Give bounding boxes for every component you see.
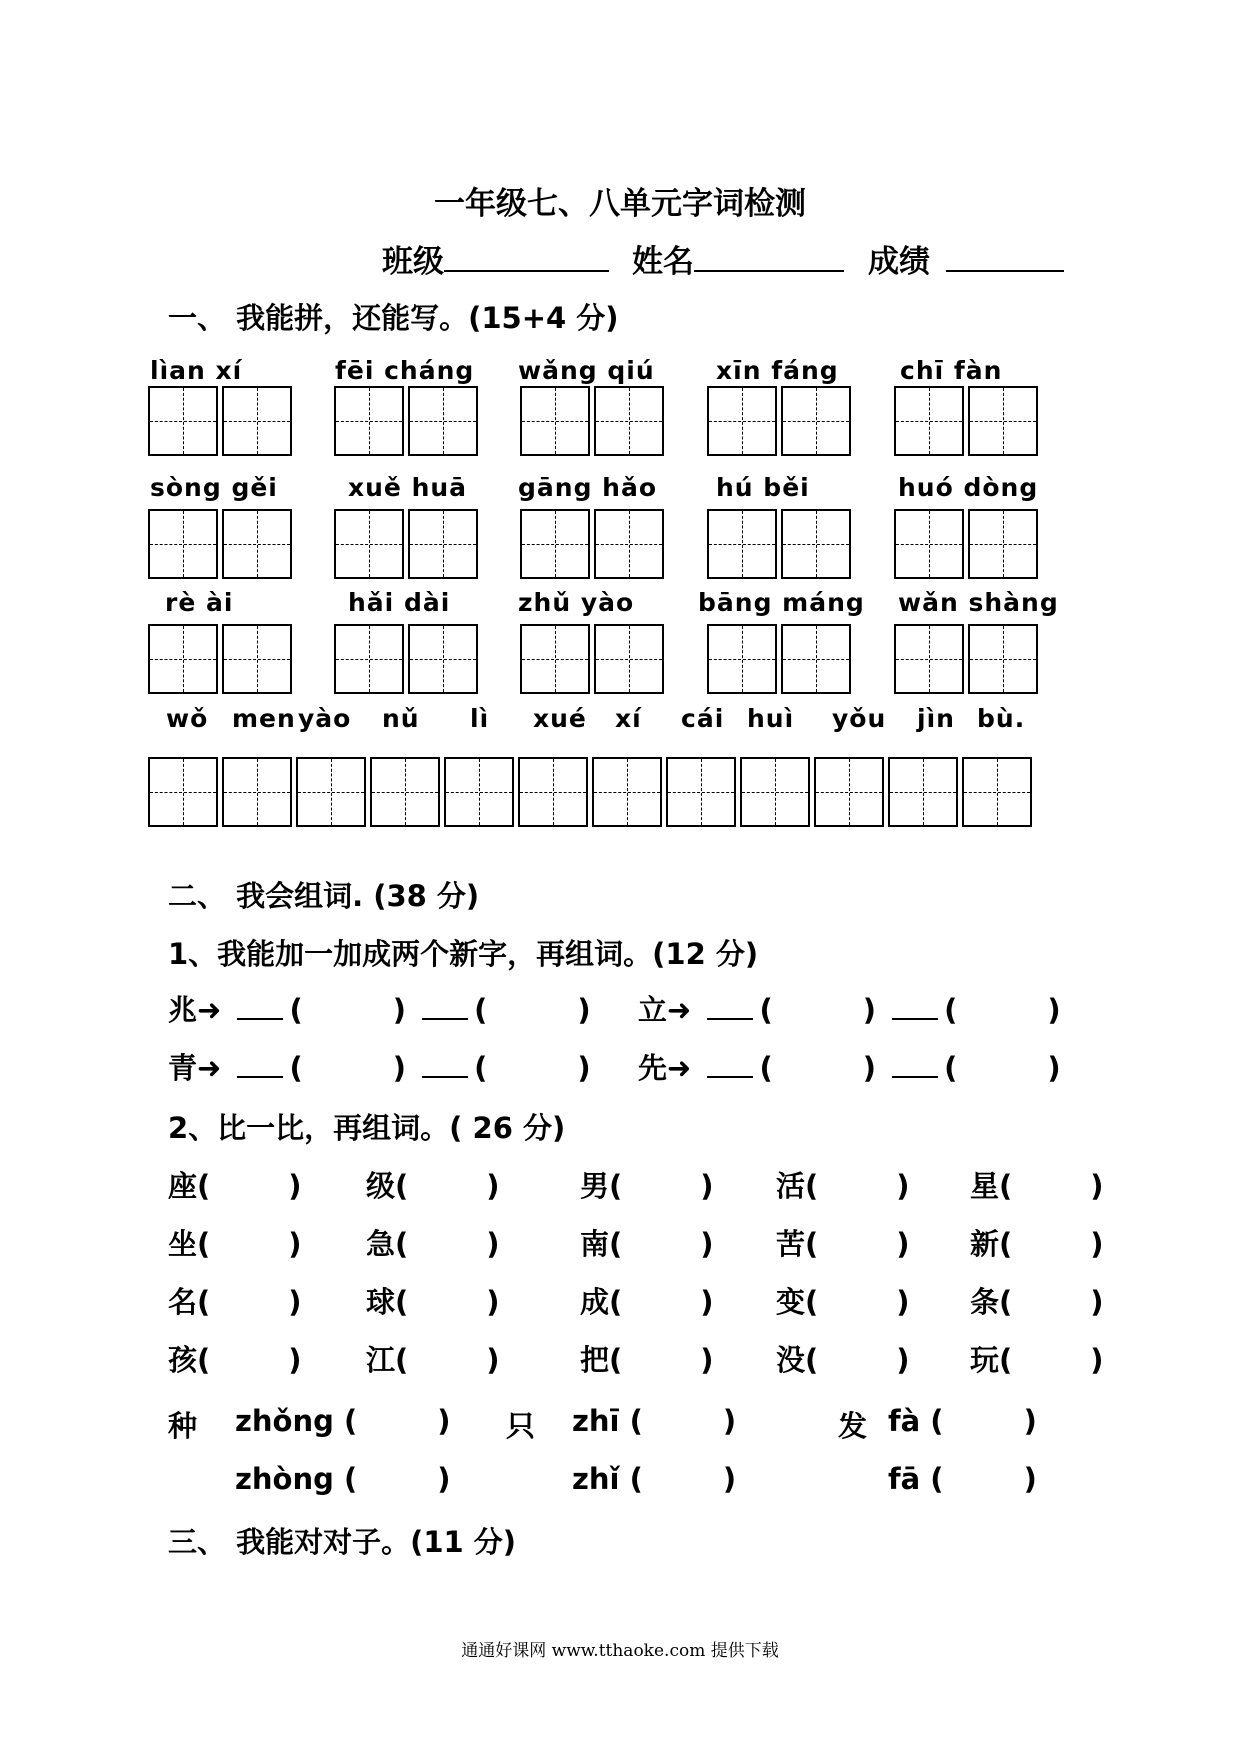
answer-blank[interactable] — [237, 994, 283, 1020]
writing-box[interactable] — [334, 509, 404, 579]
sentence-pinyin: lì — [470, 704, 490, 733]
footer-credit: 通通好课网 www.tthaoke.com 提供下载 — [461, 1641, 779, 1661]
add-row: 先➜ ( ) ( ) — [638, 1051, 1061, 1085]
sentence-pinyin: nǔ — [382, 704, 420, 733]
compare-char: 把 — [580, 1343, 610, 1377]
writing-box[interactable] — [781, 386, 851, 456]
arrow-icon: ➜ — [667, 993, 692, 1027]
answer-blank[interactable] — [237, 1052, 283, 1078]
base-char: 立 — [638, 993, 668, 1027]
compare-item: 座( ) — [168, 1169, 302, 1203]
poly-char: 种 — [168, 1409, 198, 1443]
pinyin-label: gāng hǎo — [518, 473, 658, 502]
score-field — [868, 236, 1064, 281]
compare-char: 没 — [776, 1343, 806, 1377]
writing-box[interactable] — [148, 757, 218, 827]
writing-box[interactable] — [968, 624, 1038, 694]
class-blank[interactable] — [444, 240, 609, 272]
writing-box[interactable] — [594, 509, 664, 579]
sentence-pinyin: xué — [533, 704, 587, 733]
compare-char: 急 — [366, 1227, 396, 1261]
pinyin-label: bāng máng — [698, 588, 865, 617]
sentence-pinyin: bù. — [977, 704, 1026, 733]
compare-item: 玩( ) — [970, 1343, 1104, 1377]
writing-box[interactable] — [781, 624, 851, 694]
sentence-pinyin: cái — [681, 704, 725, 733]
compare-item: 活( ) — [776, 1169, 910, 1203]
writing-box[interactable] — [222, 757, 292, 827]
compare-char: 玩 — [970, 1343, 1000, 1377]
sentence-pinyin: jìn — [917, 704, 955, 733]
compare-char: 江 — [366, 1343, 396, 1377]
sentence-pinyin: men — [232, 704, 296, 733]
section-3-heading: 三、 我能对对子。(11 分) — [168, 1525, 517, 1559]
pinyin-label: lìan xí — [150, 356, 243, 385]
section-2-sub2: 2、比一比，再组词。( 26 分) — [168, 1111, 566, 1145]
compare-char: 男 — [580, 1169, 610, 1203]
answer-blank[interactable] — [422, 994, 468, 1020]
poly-item: fà ( ) — [888, 1404, 1037, 1438]
writing-box[interactable] — [781, 509, 851, 579]
pinyin-label: huó dòng — [898, 473, 1039, 502]
compare-item: 江( ) — [366, 1343, 500, 1377]
compare-item: 级( ) — [366, 1169, 500, 1203]
writing-box[interactable] — [408, 624, 478, 694]
writing-box[interactable] — [148, 386, 218, 456]
poly-item: fā ( ) — [888, 1462, 1037, 1496]
writing-box[interactable] — [740, 757, 810, 827]
compare-char: 座 — [168, 1169, 198, 1203]
add-row: 兆➜ ( ) ( ) — [168, 993, 591, 1027]
compare-item: 男( ) — [580, 1169, 714, 1203]
writing-box[interactable] — [520, 624, 590, 694]
compare-char: 球 — [366, 1285, 396, 1319]
class-label: 班级 — [382, 244, 444, 280]
writing-box[interactable] — [594, 624, 664, 694]
compare-char: 星 — [970, 1169, 1000, 1203]
writing-box[interactable] — [814, 757, 884, 827]
poly-char: 发 — [838, 1409, 868, 1443]
pinyin-label: zhǔ yào — [518, 588, 635, 617]
compare-item: 条( ) — [970, 1285, 1104, 1319]
writing-box[interactable] — [894, 509, 964, 579]
pinyin-label: rè ài — [165, 588, 234, 617]
pinyin-label: chī fàn — [900, 356, 1003, 385]
pinyin-label: hǎi dài — [348, 588, 451, 617]
writing-box[interactable] — [520, 386, 590, 456]
answer-blank[interactable] — [707, 1052, 753, 1078]
page-title: 一年级七、八单元字词检测 — [434, 186, 806, 222]
writing-box[interactable] — [894, 624, 964, 694]
writing-box[interactable] — [666, 757, 736, 827]
compare-char: 苦 — [776, 1227, 806, 1261]
compare-char: 南 — [580, 1227, 610, 1261]
pinyin-label: sòng gěi — [150, 473, 278, 502]
compare-item: 名( ) — [168, 1285, 302, 1319]
compare-char: 名 — [168, 1285, 198, 1319]
poly-item: zhǒng ( ) — [235, 1404, 451, 1438]
add-row: 青➜ ( ) ( ) — [168, 1051, 591, 1085]
answer-blank[interactable] — [422, 1052, 468, 1078]
compare-char: 坐 — [168, 1227, 198, 1261]
compare-item: 坐( ) — [168, 1227, 302, 1261]
section-1-heading: 一、 我能拼，还能写。(15+4 分) — [168, 301, 619, 335]
compare-char: 变 — [776, 1285, 806, 1319]
compare-item: 成( ) — [580, 1285, 714, 1319]
name-label: 姓名 — [632, 244, 694, 280]
sentence-pinyin: xí — [615, 704, 642, 733]
compare-item: 急( ) — [366, 1227, 500, 1261]
compare-item: 球( ) — [366, 1285, 500, 1319]
writing-box[interactable] — [334, 624, 404, 694]
compare-item: 苦( ) — [776, 1227, 910, 1261]
writing-box[interactable] — [707, 386, 777, 456]
writing-box[interactable] — [888, 757, 958, 827]
writing-box[interactable] — [334, 386, 404, 456]
compare-char: 孩 — [168, 1343, 198, 1377]
add-row: 立➜ ( ) ( ) — [638, 993, 1061, 1027]
compare-item: 变( ) — [776, 1285, 910, 1319]
writing-box[interactable] — [968, 509, 1038, 579]
pinyin-label: xuě huā — [348, 473, 468, 502]
writing-box[interactable] — [222, 386, 292, 456]
writing-box[interactable] — [894, 386, 964, 456]
poly-item: zhòng ( ) — [235, 1462, 451, 1496]
score-label: 成绩 — [868, 244, 930, 280]
writing-box[interactable] — [962, 757, 1032, 827]
writing-box[interactable] — [148, 509, 218, 579]
compare-item: 孩( ) — [168, 1343, 302, 1377]
writing-box[interactable] — [222, 509, 292, 579]
writing-box[interactable] — [408, 386, 478, 456]
arrow-icon: ➜ — [197, 993, 222, 1027]
pinyin-label: fēi cháng — [335, 356, 475, 385]
name-blank[interactable] — [694, 240, 844, 272]
section-2-sub1: 1、我能加一加成两个新字，再组词。(12 分) — [168, 937, 759, 971]
pinyin-label: wǎng qiú — [518, 356, 655, 385]
sentence-pinyin: yǒu — [832, 704, 887, 733]
poly-char: 只 — [506, 1409, 536, 1443]
writing-box[interactable] — [444, 757, 514, 827]
compare-item: 新( ) — [970, 1227, 1104, 1261]
arrow-icon: ➜ — [667, 1051, 692, 1085]
compare-char: 成 — [580, 1285, 610, 1319]
writing-box[interactable] — [408, 509, 478, 579]
compare-char: 条 — [970, 1285, 1000, 1319]
base-char: 先 — [638, 1051, 668, 1085]
pinyin-label: wǎn shàng — [898, 588, 1059, 617]
writing-box[interactable] — [222, 624, 292, 694]
writing-box[interactable] — [592, 757, 662, 827]
sentence-pinyin: wǒ — [166, 704, 209, 733]
answer-blank[interactable] — [892, 1052, 938, 1078]
compare-item: 把( ) — [580, 1343, 714, 1377]
writing-box[interactable] — [370, 757, 440, 827]
compare-char: 活 — [776, 1169, 806, 1203]
sentence-pinyin: huì — [747, 704, 795, 733]
writing-box[interactable] — [520, 509, 590, 579]
compare-item: 南( ) — [580, 1227, 714, 1261]
poly-item: zhī ( ) — [572, 1404, 737, 1438]
section-2-heading: 二、 我会组词. (38 分) — [168, 879, 480, 913]
pinyin-label: hú běi — [716, 473, 810, 502]
base-char: 兆 — [168, 993, 198, 1027]
compare-item: 星( ) — [970, 1169, 1104, 1203]
name-field — [632, 236, 844, 281]
writing-box[interactable] — [968, 386, 1038, 456]
answer-blank[interactable] — [707, 994, 753, 1020]
writing-box[interactable] — [594, 386, 664, 456]
class-field — [382, 236, 609, 281]
writing-box[interactable] — [148, 624, 218, 694]
pinyin-label: xīn fáng — [716, 356, 839, 385]
sentence-pinyin: yào — [298, 704, 352, 733]
compare-item: 没( ) — [776, 1343, 910, 1377]
compare-char: 级 — [366, 1169, 396, 1203]
writing-box[interactable] — [707, 509, 777, 579]
compare-char: 新 — [970, 1227, 1000, 1261]
writing-box[interactable] — [707, 624, 777, 694]
poly-item: zhǐ ( ) — [572, 1462, 737, 1496]
base-char: 青 — [168, 1051, 198, 1085]
writing-box[interactable] — [518, 757, 588, 827]
answer-blank[interactable] — [892, 994, 938, 1020]
arrow-icon: ➜ — [197, 1051, 222, 1085]
writing-box[interactable] — [296, 757, 366, 827]
score-blank[interactable] — [946, 240, 1064, 272]
